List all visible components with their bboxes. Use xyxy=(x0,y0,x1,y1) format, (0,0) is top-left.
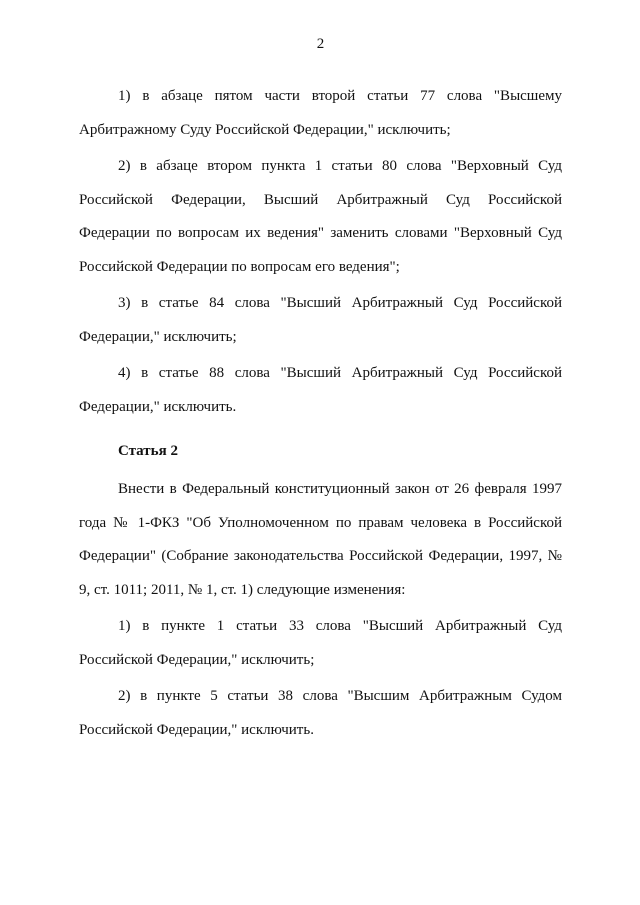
article-2-heading: Статья 2 xyxy=(118,443,178,459)
article-2-intro: Внести в Федеральный конституционный закон от 26 февраля 1997 года № 1-ФКЗ "Об Уполномоченном по правам человека в Российской Федерации" (Собрание законодательства Российской Федерации, 1997, № 9, ст. 1011; 2011, № 1, ст. 1) следующие изменения: xyxy=(79,481,562,598)
article-2-item-1: 1) в пункте 1 статьи 33 слова "Высший Арбитражный Суд Российской Федерации," исключить; xyxy=(79,618,562,668)
amendment-item-4: 4) в статье 88 слова "Высший Арбитражный Суд Российской Федерации," исключить. xyxy=(79,365,562,415)
amendment-item-1: 1) в абзаце пятом части второй статьи 77 слова "Высшему Арбитражному Суду Российской Федерации," исключить; xyxy=(79,88,562,138)
amendment-item-2: 2) в абзаце втором пункта 1 статьи 80 слова "Верховный Суд Российской Федерации, Высший Арбитражный Суд Российской Федерации по вопросам их ведения" заменить словами "Верховный Суд Российской Федерации по вопросам его ведения"; xyxy=(79,158,562,275)
article-2-item-2: 2) в пункте 5 статьи 38 слова "Высшим Арбитражным Судом Российской Федерации," исключить. xyxy=(79,688,562,738)
page-number: 2 xyxy=(316,36,325,52)
amendment-item-3: 3) в статье 84 слова "Высший Арбитражный Суд Российской Федерации," исключить; xyxy=(79,295,562,345)
